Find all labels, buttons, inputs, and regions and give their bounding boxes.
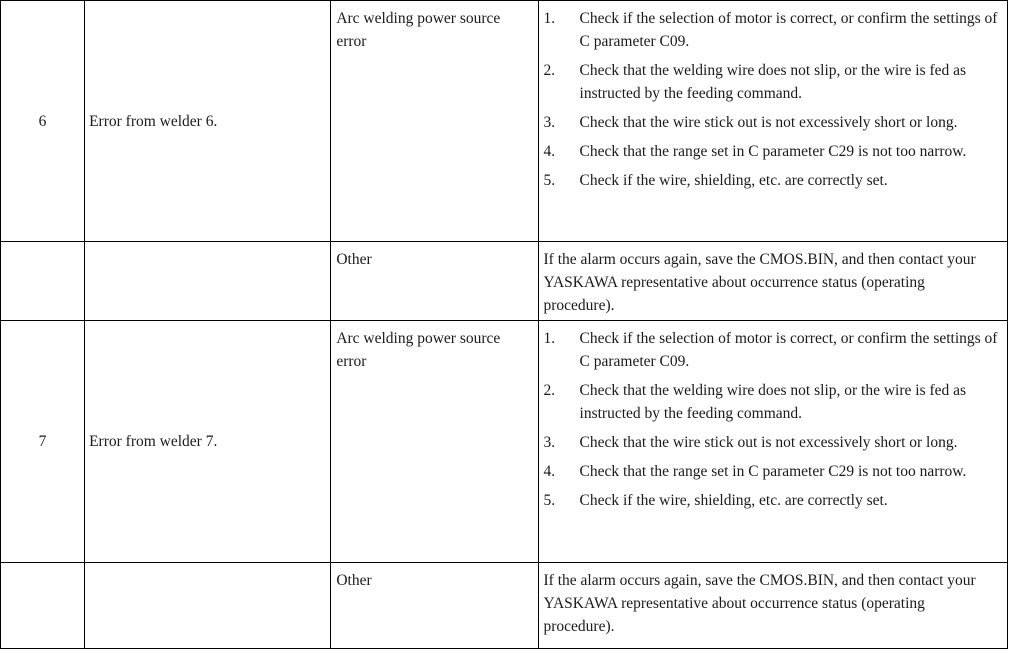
table-row (1, 321, 1008, 563)
cause-cell: Arc welding power source error (331, 1, 538, 242)
table-row (1, 563, 1008, 649)
item-number: 1. (543, 330, 556, 347)
item-number: 2. (543, 382, 556, 399)
item-number: 2. (543, 62, 556, 79)
list-item (544, 169, 999, 192)
remedy-cell (538, 563, 1007, 649)
item-text: Check if the selection of motor is correct, or confirm the settings of C parameter C09. (579, 330, 998, 370)
list-item (544, 460, 999, 483)
item-number: 3. (543, 434, 556, 451)
list-item (544, 431, 999, 454)
item-text: Check that the wire stick out is not excessively short or long. (579, 114, 958, 131)
list-item (544, 489, 999, 512)
cause-cell: Other (331, 563, 538, 649)
remedy-cell (538, 1, 1007, 242)
cause-cell: Arc welding power source error (331, 321, 538, 563)
item-text: Check that the wire stick out is not excessively short or long. (579, 434, 958, 451)
alarm-number-empty (1, 242, 85, 321)
item-text: Check if the wire, shielding, etc. are correctly set. (579, 172, 888, 189)
remedy-list (544, 7, 999, 192)
item-number: 4. (543, 143, 556, 160)
table-row (1, 242, 1008, 321)
alarm-number-empty (1, 563, 85, 649)
list-item (544, 111, 999, 134)
alarm-description: Error from welder 7. (85, 321, 331, 563)
list-item (544, 59, 999, 105)
item-text: Check if the wire, shielding, etc. are correctly set. (579, 492, 888, 509)
remedy-cell (538, 321, 1007, 563)
remedy-text: If the alarm occurs again, save the CMOS.BIN, and then contact your YASKAWA representative about occurrence status (operating procedure). (543, 572, 976, 635)
item-text: Check that the welding wire does not slip, or the wire is fed as instructed by the feeding command. (579, 62, 967, 102)
alarm-number: 7 (1, 321, 85, 563)
item-text: Check if the selection of motor is correct, or confirm the settings of C parameter C09. (579, 10, 998, 50)
item-text: Check that the welding wire does not slip, or the wire is fed as instructed by the feeding command. (579, 382, 967, 422)
table-row (1, 1, 1008, 242)
item-number: 5. (543, 172, 556, 189)
alarm-number: 6 (1, 1, 85, 242)
list-item (544, 327, 999, 373)
item-text: Check that the range set in C parameter C29 is not too narrow. (579, 463, 967, 480)
item-number: 4. (543, 463, 556, 480)
item-number: 5. (543, 492, 556, 509)
list-item (544, 7, 999, 53)
item-text: Check that the range set in C parameter C29 is not too narrow. (579, 143, 967, 160)
item-number: 3. (543, 114, 556, 131)
remedy-list (544, 327, 999, 512)
list-item (544, 379, 999, 425)
item-number: 1. (543, 10, 556, 27)
alarm-description-empty (85, 563, 331, 649)
list-item (544, 140, 999, 163)
cause-cell: Other (331, 242, 538, 321)
remedy-text: If the alarm occurs again, save the CMOS.BIN, and then contact your YASKAWA representative about occurrence status (operating procedure). (543, 251, 976, 314)
remedy-cell (538, 242, 1007, 321)
alarm-description: Error from welder 6. (85, 1, 331, 242)
alarm-description-empty (85, 242, 331, 321)
